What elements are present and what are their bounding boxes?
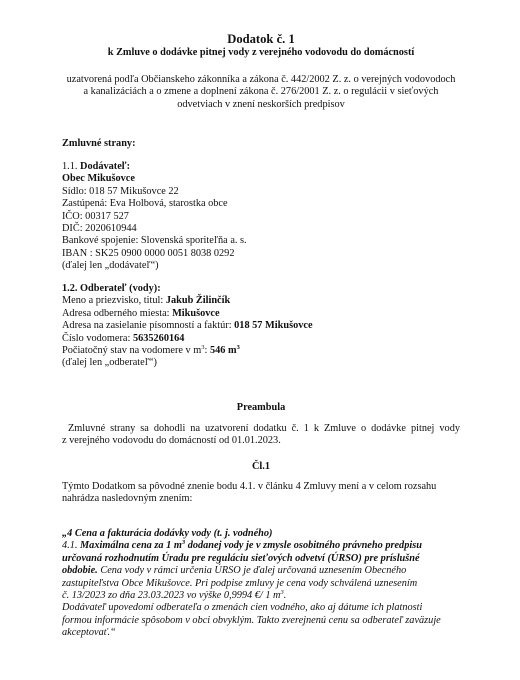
customer-address-label: Adresa odberného miesta: [62,307,170,319]
preamble-line: z verejného vodovodu do domácností od 01.01.2023. [62,435,281,447]
article-heading: Čl.1 [251,461,271,472]
supplier-label-line [62,161,460,173]
preamble-line: Zmluvné strany sa dohodli na uzatvorení dodatku č. 1 k Zmluve o dodávke pitnej vody [68,423,460,434]
customer-meter-label: Číslo vodomera: [62,332,131,344]
customer-state-colon: : [204,345,208,357]
customer-mail-label: Adresa na zasielanie písomností a faktúr: [62,320,232,332]
document-header [62,32,460,59]
supplier-line: (ďalej len „dodávateľ“) [62,260,159,272]
customer-meter-line [62,333,460,345]
supplier-label: Dodávateľ: [80,161,131,172]
customer-state-value [210,345,240,356]
quote-section [62,528,460,640]
customer-address-line [62,308,460,320]
supplier-section [62,161,460,273]
supplier-line: IBAN : SK25 0900 0000 0051 8038 0292 [62,247,235,259]
customer-state-line [62,345,460,357]
superscript: 3 [280,589,284,597]
customer-address-value: Mikušovce [172,307,220,319]
preamble-paragraph [62,423,460,448]
customer-number: 1.2. [62,283,78,294]
quote-heading: „4 Cena a fakturácia dodávky vody (t. j. vodného) [62,528,273,539]
quote-text-part: Cena vody v rámci určenia ÚRSO je ďalej určovaná uznesením Obecného [97,565,407,577]
quote-line: Dodávateľ upovedomí odberateľa o zmenách cien vodného, ako aj dátume ich platnosti [62,602,423,614]
customer-name-value: Jakub Žilinčík [165,295,231,307]
quote-line: určovaná rozhodnutím Úradu pre reguláciu sieťových odvetví (ÚRSO) pre príslušné [62,552,420,564]
quote-clause-number: 4.1. [62,540,81,552]
quote-text-part: č. 13/2023 zo dňa 23.03.2023 vo výške 0,9994 €/ 1 m [62,590,281,602]
supplier-line: Zastúpená: Eva Holbová, starostka obce [62,198,228,210]
customer-section [62,283,460,370]
quote-bold-part: dodanej vody je v zmysle osobitného právneho predpisu [185,540,422,552]
customer-state-label: Počiatočný stav na vodomere v m [62,345,202,357]
quote-line [62,590,460,602]
customer-label-line [62,283,460,295]
quote-text-part: . [283,590,287,602]
supplier-line: Bankové spojenie: Slovenská sporiteľňa a. s. [62,235,247,247]
supplier-line: IČO: 00317 527 [62,210,129,222]
intro-line: odvetviach v znení neskorších predpisov [177,98,345,110]
quote-line: zastupiteľstva Obce Mikušovce. Pri podpise zmluvy je cena vody schválená uznesením [62,577,418,589]
supplier-line: DIČ: 2020610944 [62,223,137,235]
intro-paragraph [62,74,460,111]
customer-label: Odberateľ (vody): [80,283,161,294]
quote-bold-part: Maximálna cena za 1 m [80,540,182,552]
parties-heading: Zmluvné strany: [62,138,136,149]
customer-meter-value: 5635260164 [132,332,185,344]
customer-mail-value: 018 57 Mikušovce [234,320,313,332]
preamble-heading: Preambula [236,402,286,413]
superscript: 3 [181,539,186,547]
superscript: 3 [236,344,240,352]
article-paragraph [62,481,460,506]
document-title: Dodatok č. 1 [227,32,295,46]
supplier-name: Obec Mikušovce [62,173,135,185]
article-line: nahrádza nasledovným znením: [62,493,193,505]
quote-bold-part: obdobie. [62,565,98,577]
article-line: Týmto Dodatkom sa pôvodné znenie bodu 4.1. v článku 4 Zmluvy mení a v celom rozsahu [62,481,437,492]
customer-footer: (ďalej len „odberateľ“) [62,357,157,369]
customer-name-label: Meno a priezvisko, titul: [62,295,164,307]
superscript: 3 [201,344,205,352]
supplier-number: 1.1. [62,161,78,172]
quote-line: formou informácie spôsobom v obci obvyklým. Takto zverejnenú cenu sa odberateľ zaväzuje [62,614,441,626]
intro-line: uzatvorená podľa Občianskeho zákonníka a zákona č. 442/2002 Z. z. o verejných vodovodoch [66,74,456,85]
customer-name-line [62,295,460,307]
quote-bold-text [80,540,422,551]
quote-line: akceptovať.“ [62,627,116,639]
customer-mail-line [62,320,460,332]
customer-state-number: 546 m [209,345,237,357]
document-subtitle: k Zmluve o dodávke pitnej vody z verejného vodovodu do domácností [107,47,415,58]
quote-line [62,565,460,577]
intro-line: a kanalizáciách a o zmene a doplnení zákona č. 276/2001 Z. z. o regulácii v sieťových [83,86,439,98]
supplier-line: Sídlo: 018 57 Mikušovce 22 [62,185,179,197]
quote-line [62,540,460,552]
